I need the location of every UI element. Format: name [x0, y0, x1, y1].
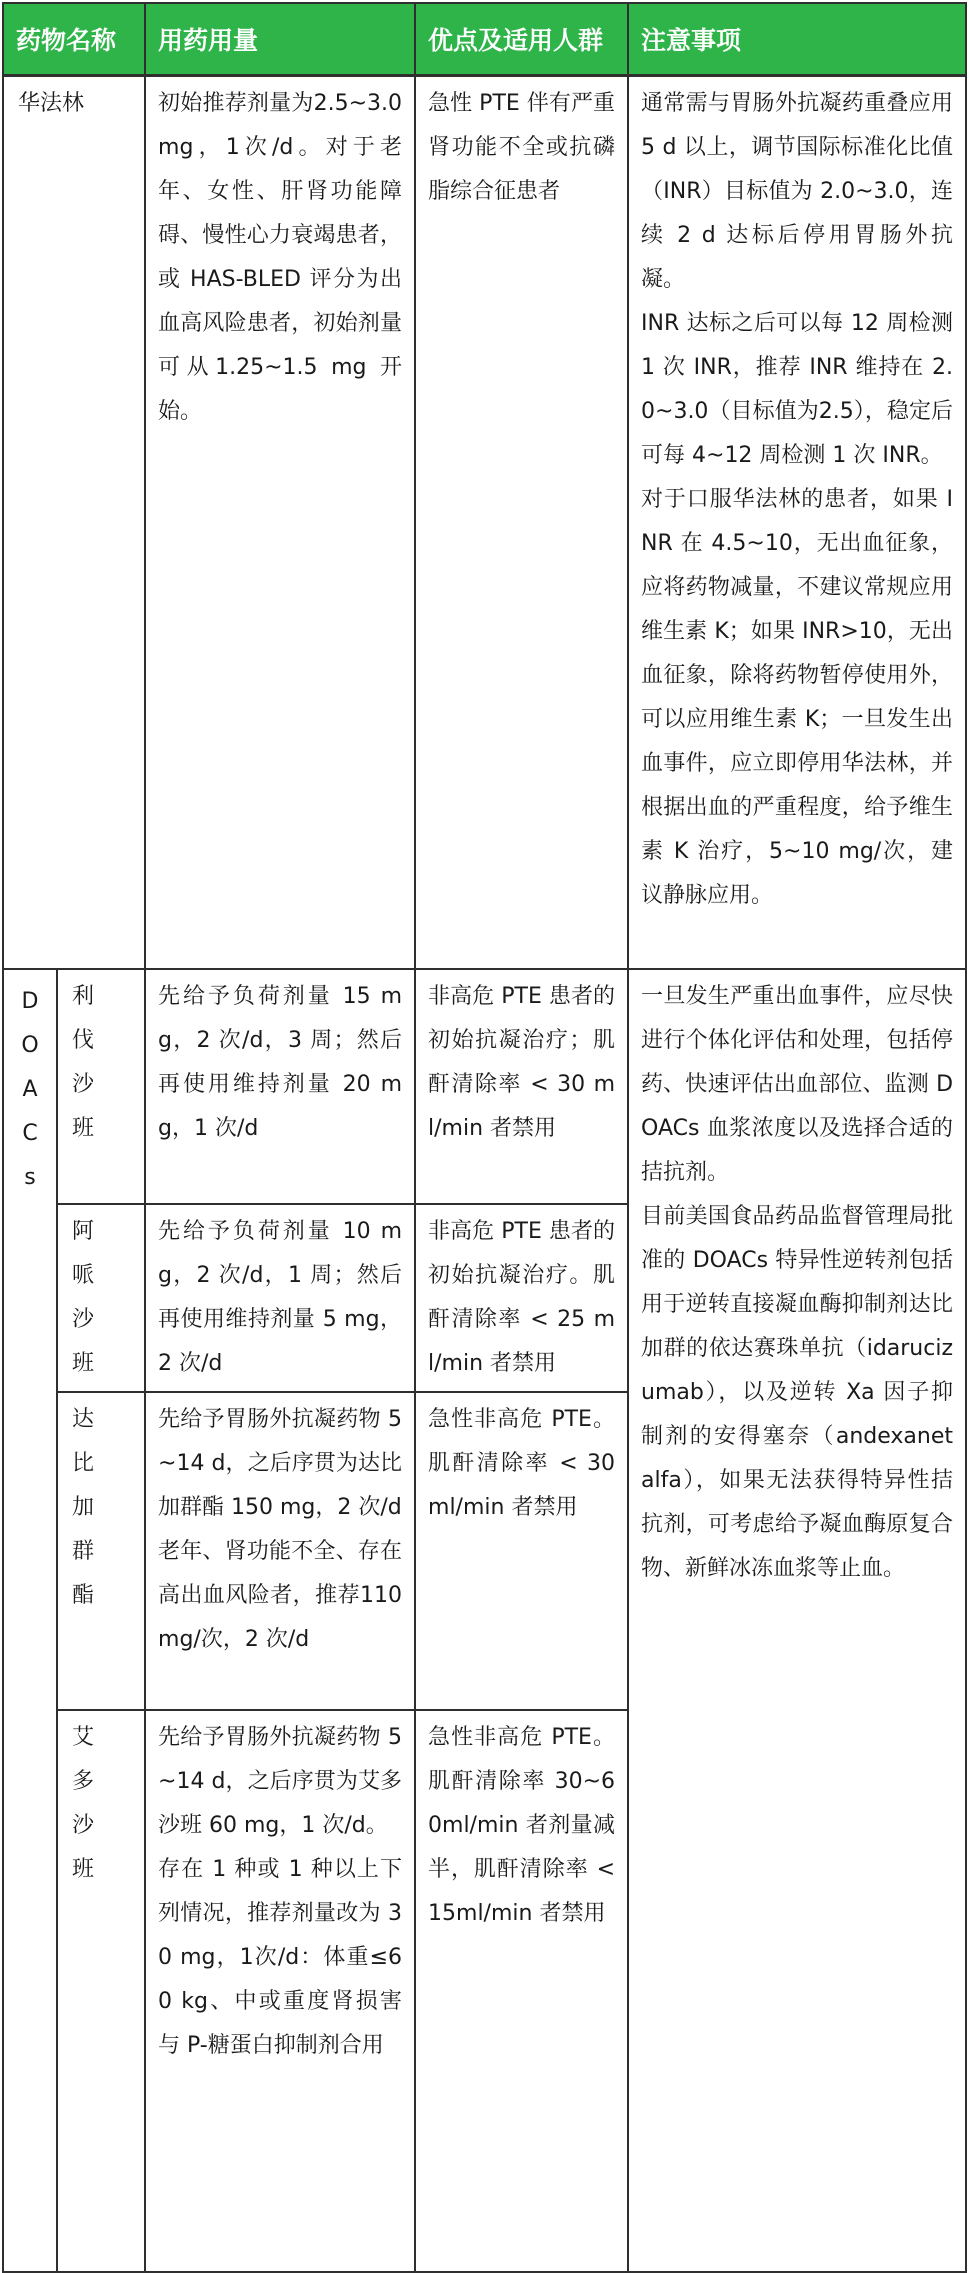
header-row [3, 3, 966, 76]
note-paragraph: 一旦发生严重出血事件，应尽快进行个体化评估和处理，包括停药、快速评估出血部位、监测 DOACs 血浆浓度以及选择合适的拮抗剂。 [641, 983, 954, 1185]
doacs-letter: s [24, 1164, 36, 1190]
doacs-letter: D [21, 988, 39, 1014]
notes-cell [628, 76, 966, 969]
note-paragraph: 对于口服华法林的患者，如果 INR 在 4.5~10，无出血征象，应将药物减量，不建议常规应用维生素 K；如果 INR>10，无出血征象，除将药物暂停使用外，可以应用维生素 K；一旦发生出血事件，应立即停用华法林，并根据出血的严重程度，给予维生素 K 治疗，5~10 mg/次，建议静脉应用。 [641, 487, 954, 908]
note-paragraph: 目前美国食品药品监督管理局批准的 DOACs 特异性逆转剂包括用于逆转直接凝血酶抑制剂达比加群的依达赛珠单抗（idarucizumab），以及逆转 Xa 因子抑制剂的安得塞奈（andexanet alfa），如果无法获得特异性拮抗剂，可考虑给予凝血酶原复合物、新鲜冰冻血浆等止血。 [641, 1203, 954, 1581]
dosage-paragraph: 老年、肾功能不全、存在高出血风险者，推荐110mg/次，2 次/d [158, 1538, 403, 1652]
drug-name: 阿哌沙班 [57, 1204, 145, 1392]
doacs-letter: O [21, 1032, 39, 1058]
anticoagulant-table [2, 2, 967, 2273]
warfarin-row [3, 76, 966, 969]
advantage-cell: 急性 PTE 伴有严重肾功能不全或抗磷脂综合征患者 [415, 76, 628, 969]
doacs-group-label [3, 969, 57, 2272]
doacs-letter: C [22, 1120, 38, 1146]
note-paragraph: 通常需与胃肠外抗凝药重叠应用 5 d 以上，调节国际标准化比值（INR）目标值为 2.0~3.0，连续 2 d 达标后停用胃肠外抗凝。 [641, 91, 954, 292]
header-dosage: 用药用量 [145, 3, 415, 76]
drug-name: 利伐沙班 [57, 969, 145, 1204]
header-advantage: 优点及适用人群 [415, 3, 628, 76]
dosage-paragraph: 存在 1 种或 1 种以上下列情况，推荐剂量改为 30 mg，1次/d：体重≤60 kg、中或重度肾损害与 P-糖蛋白抑制剂合用 [158, 1856, 403, 2058]
dosage-cell: 初始推荐剂量为2.5~3.0 mg，1次/d。对于老年、女性、肝肾功能障碍、慢性心力衰竭患者，或 HAS-BLED 评分为出血高风险患者，初始剂量可从1.25~1.5 mg 开始。 [145, 76, 415, 969]
advantage-cell: 急性非高危 PTE。肌酐清除率 < 30 ml/min 者禁用 [415, 1392, 628, 1710]
advantage-cell: 急性非高危 PTE。肌酐清除率 30~60ml/min 者剂量减半，肌酐清除率 < 15ml/min 者禁用 [415, 1710, 628, 2272]
doacs-letter: A [22, 1076, 38, 1102]
header-name: 药物名称 [3, 3, 145, 76]
doacs-notes-cell [628, 969, 966, 2272]
advantage-cell: 非高危 PTE 患者的初始抗凝治疗；肌酐清除率 < 30 ml/min 者禁用 [415, 969, 628, 1204]
dosage-cell: 先给予负荷剂量 15 mg，2 次/d，3 周；然后再使用维持剂量 20 mg，1 次/d [145, 969, 415, 1204]
drug-name: 达比加群酯 [57, 1392, 145, 1710]
drug-name: 艾多沙班 [57, 1710, 145, 2272]
advantage-cell: 非高危 PTE 患者的初始抗凝治疗。肌酐清除率 < 25 ml/min 者禁用 [415, 1204, 628, 1392]
dosage-cell [145, 1392, 415, 1710]
note-paragraph: INR 达标之后可以每 12 周检测 1 次 INR，推荐 INR 维持在 2.0~3.0（目标值为2.5），稳定后可每 4~12 周检测 1 次 INR。 [641, 311, 954, 468]
dosage-cell: 先给予负荷剂量 10 mg，2 次/d，1 周；然后再使用维持剂量 5 mg，2 次/d [145, 1204, 415, 1392]
dosage-paragraph: 先给予胃肠外抗凝药物 5~14 d，之后序贯为达比加群酯 150 mg，2 次/d [158, 1406, 403, 1520]
dosage-cell [145, 1710, 415, 2272]
rivaroxaban-row [3, 969, 966, 1204]
header-notes: 注意事项 [628, 3, 966, 76]
drug-name: 华法林 [3, 76, 145, 969]
dosage-paragraph: 先给予胃肠外抗凝药物 5~14 d，之后序贯为艾多沙班 60 mg，1 次/d。 [158, 1724, 403, 1838]
